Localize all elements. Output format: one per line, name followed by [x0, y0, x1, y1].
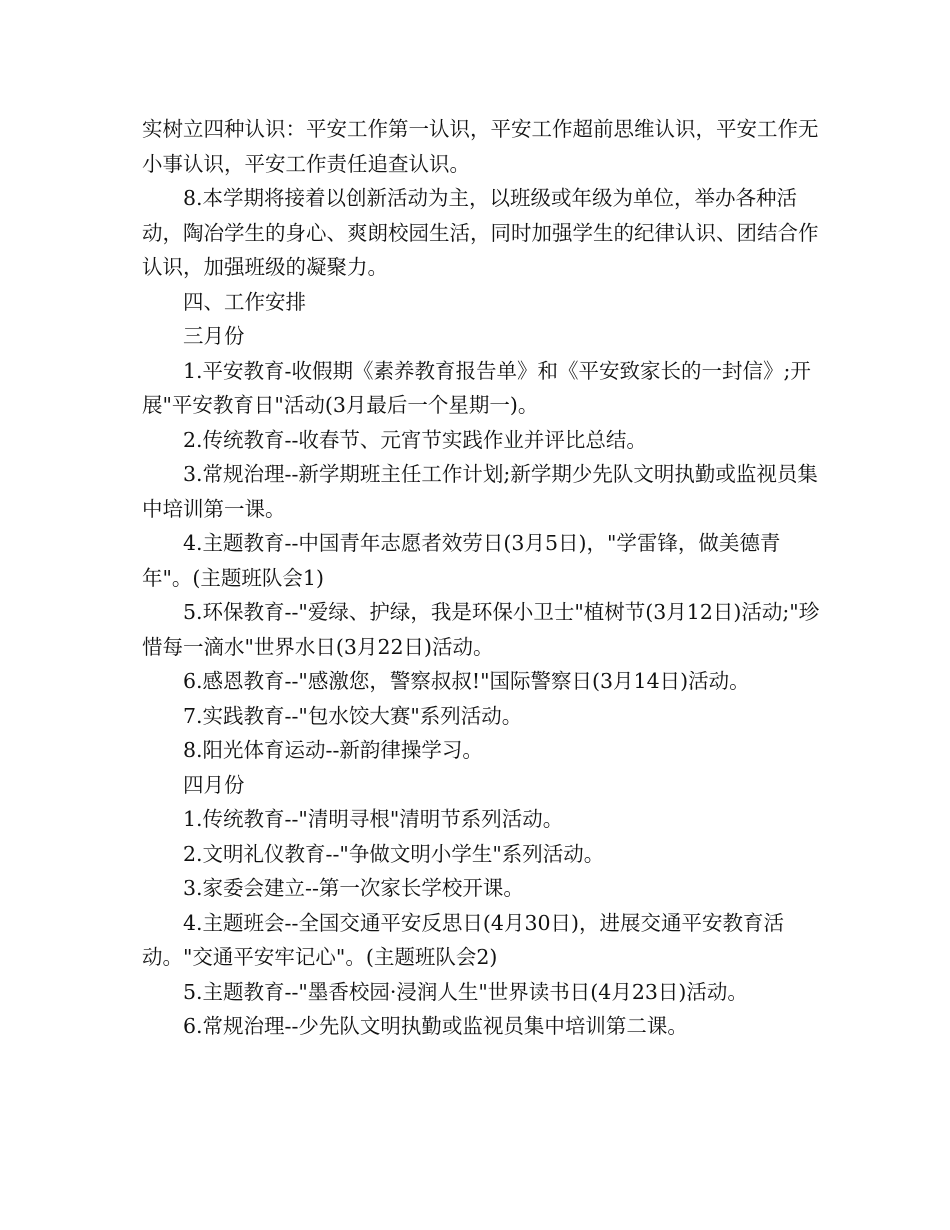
april-item-4: 4.主题班会--全国交通平安反思日(4月30日)，进展交通平安教育活动。"交通平安牢记心"。(主题班队会2): [142, 910, 785, 969]
march-item-3: 3.常规治理--新学期班主任工作计划;新学期少先队文明执勤或监视员集中培训第一课。: [142, 462, 818, 521]
section-heading-work-arrangement: 四、工作安排: [183, 289, 306, 314]
march-item-1: 1.平安教育-收假期《素养教育报告单》和《平安致家长的一封信》;开展"平安教育日"活动(3月最后一个星期一)。: [142, 358, 811, 417]
april-item-3: 3.家委会建立--第一次家长学校开课。: [183, 876, 524, 900]
march-item-7: 7.实践教育--"包水饺大赛"系列活动。: [183, 703, 523, 728]
april-item-2: 2.文明礼仪教育--"争做文明小学生"系列活动。: [183, 841, 605, 866]
march-item-8: 8.阳光体育运动--新韵律操学习。: [183, 738, 483, 762]
paragraph-safety-awareness: 实树立四种认识：平安工作第一认识，平安工作超前思维认识，平安工作无小事认识，平安工作责任追查认识。: [142, 117, 819, 176]
month-heading-april: 四月份: [183, 772, 245, 797]
paragraph-item-8-activities: 8.本学期将接着以创新活动为主，以班级或年级为单位，举办各种活动，陶冶学生的身心、爽朗校园生活，同时加强学生的纪律认识、团结合作认识，加强班级的凝聚力。: [142, 186, 819, 279]
month-heading-march: 三月份: [183, 324, 245, 348]
march-item-6: 6.感恩教育--"感激您，警察叔叔!"国际警察日(3月14日)活动。: [183, 669, 750, 693]
april-item-1: 1.传统教育--"清明寻根"清明节系列活动。: [183, 807, 564, 831]
april-item-5: 5.主题教育--"墨香校园·浸润人生"世界读书日(4月23日)活动。: [183, 979, 748, 1004]
document-body: [142, 112, 822, 1044]
april-item-6: 6.常规治理--少先队文明执勤或监视员集中培训第二课。: [183, 1014, 688, 1038]
march-item-4: 4.主题教育--中国青年志愿者效劳日(3月5日)，"学雷锋，做美德青年"。(主题班队会1): [142, 531, 781, 590]
march-item-5: 5.环保教育--"爱绿、护绿，我是环保小卫士"植树节(3月12日)活动;"珍惜每一滴水"世界水日(3月22日)活动。: [142, 600, 820, 659]
march-item-2: 2.传统教育--收春节、元宵节实践作业并评比总结。: [183, 427, 647, 452]
